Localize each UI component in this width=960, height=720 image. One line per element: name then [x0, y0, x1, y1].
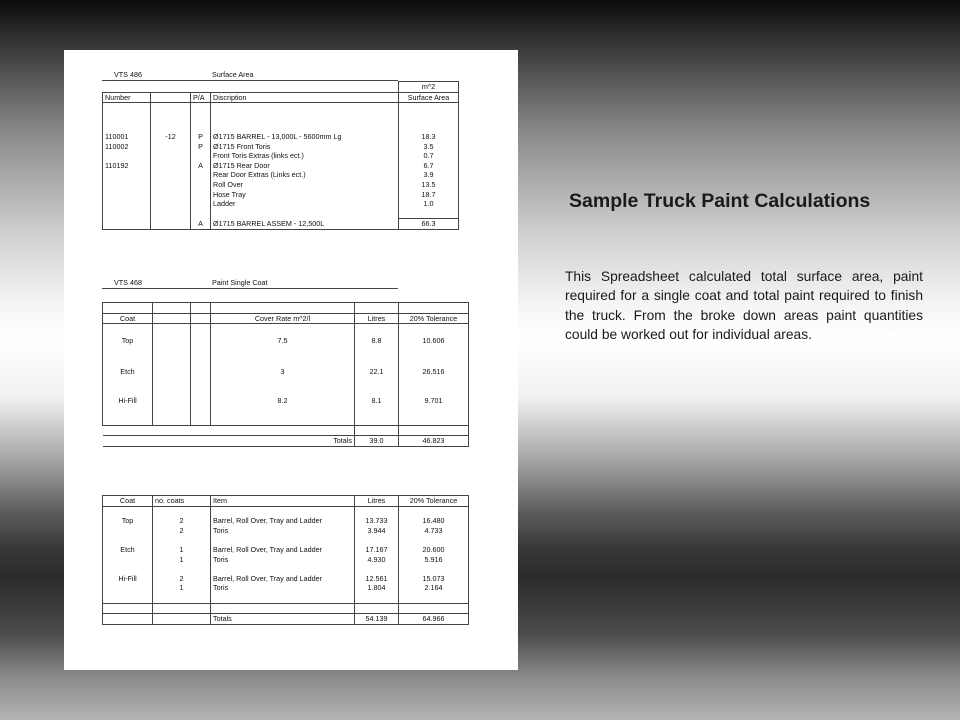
slide-description: This Spreadsheet calculated total surface area, paint required for a single coat and total paint required to finish the truck. From the broke down areas paint quantities could be worked out for individual areas.	[565, 269, 923, 343]
table-row: Roll Over 13.5	[103, 180, 459, 190]
table-row: 1 Toris 4.930 5.916	[103, 555, 469, 565]
table-row: Hi-Fill 2 Barrel, Roll Over, Tray and Ladder 12.561 15.073	[103, 574, 469, 584]
single-coat-code: VTS 468	[114, 278, 142, 287]
finish-totals-row: Totals 54.139 64.966	[103, 614, 469, 625]
col-description: Discription	[211, 92, 399, 103]
single-coat-label: Paint Single Coat	[212, 278, 268, 287]
col-coat: Coat	[103, 496, 153, 507]
finish-table	[102, 495, 469, 625]
table-row: Etch 1 Barrel, Roll Over, Tray and Ladder 17.167 20.600	[103, 545, 469, 555]
col-litres: Litres	[355, 313, 399, 324]
col-coat: Coat	[103, 313, 153, 324]
table-row: Hi-Fill 8.2 8.1 9.701	[103, 396, 469, 406]
surface-code: VTS 486	[114, 70, 142, 79]
col-item: Item	[211, 496, 355, 507]
single-coat-table	[102, 302, 469, 447]
surface-section-header	[102, 70, 398, 81]
slide-title: Sample Truck Paint Calculations	[569, 190, 871, 212]
table-row: Rear Door Extras (Links ect.) 3.9	[103, 170, 459, 180]
col-tolerance: 20% Tolerance	[399, 496, 469, 507]
table-row: Ladder 1.0	[103, 199, 459, 209]
col-number: Number	[103, 92, 151, 103]
col-tolerance: 20% Tolerance	[399, 313, 469, 324]
table-row: Top 7.5 8.8 10.606	[103, 334, 469, 348]
table-row: 110002 P Ø1715 Front Toris 3.5	[103, 142, 459, 152]
table-row: Hose Tray 18.7	[103, 190, 459, 200]
col-no-coats: no. coats	[153, 496, 211, 507]
surface-label: Surface Area	[212, 70, 254, 79]
col-litres: Litres	[355, 496, 399, 507]
col-cover-rate: Cover Rate m^2/l	[211, 313, 355, 324]
spreadsheet-image	[64, 50, 518, 670]
surface-area-table	[102, 81, 459, 230]
single-coat-totals-row: Totals 39.0 46.823	[103, 436, 469, 447]
col-area: Surface Area	[399, 92, 459, 103]
table-row: Front Toris Extras (links ect.) 0.7	[103, 151, 459, 161]
table-row: 110192 A Ø1715 Rear Door 6.7	[103, 161, 459, 171]
surface-total-row: A Ø1715 BARREL ASSEM - 12,500L 66.3	[103, 219, 459, 230]
table-row: Top 2 Barrel, Roll Over, Tray and Ladder 13.733 16.480	[103, 516, 469, 526]
single-coat-section-header	[102, 278, 398, 289]
col-pa: P/A	[191, 92, 211, 103]
table-row: 2 Toris 3.944 4.733	[103, 526, 469, 536]
unit-label: m^2	[399, 82, 459, 93]
table-row: Etch 3 22.1 26.516	[103, 367, 469, 377]
table-row: 1 Toris 1.804 2.164	[103, 583, 469, 593]
table-row: 110001 -12 P Ø1715 BARREL - 13,000L - 5600mm Lg 18.3	[103, 132, 459, 142]
surface-total-value: 66.3	[399, 219, 459, 230]
